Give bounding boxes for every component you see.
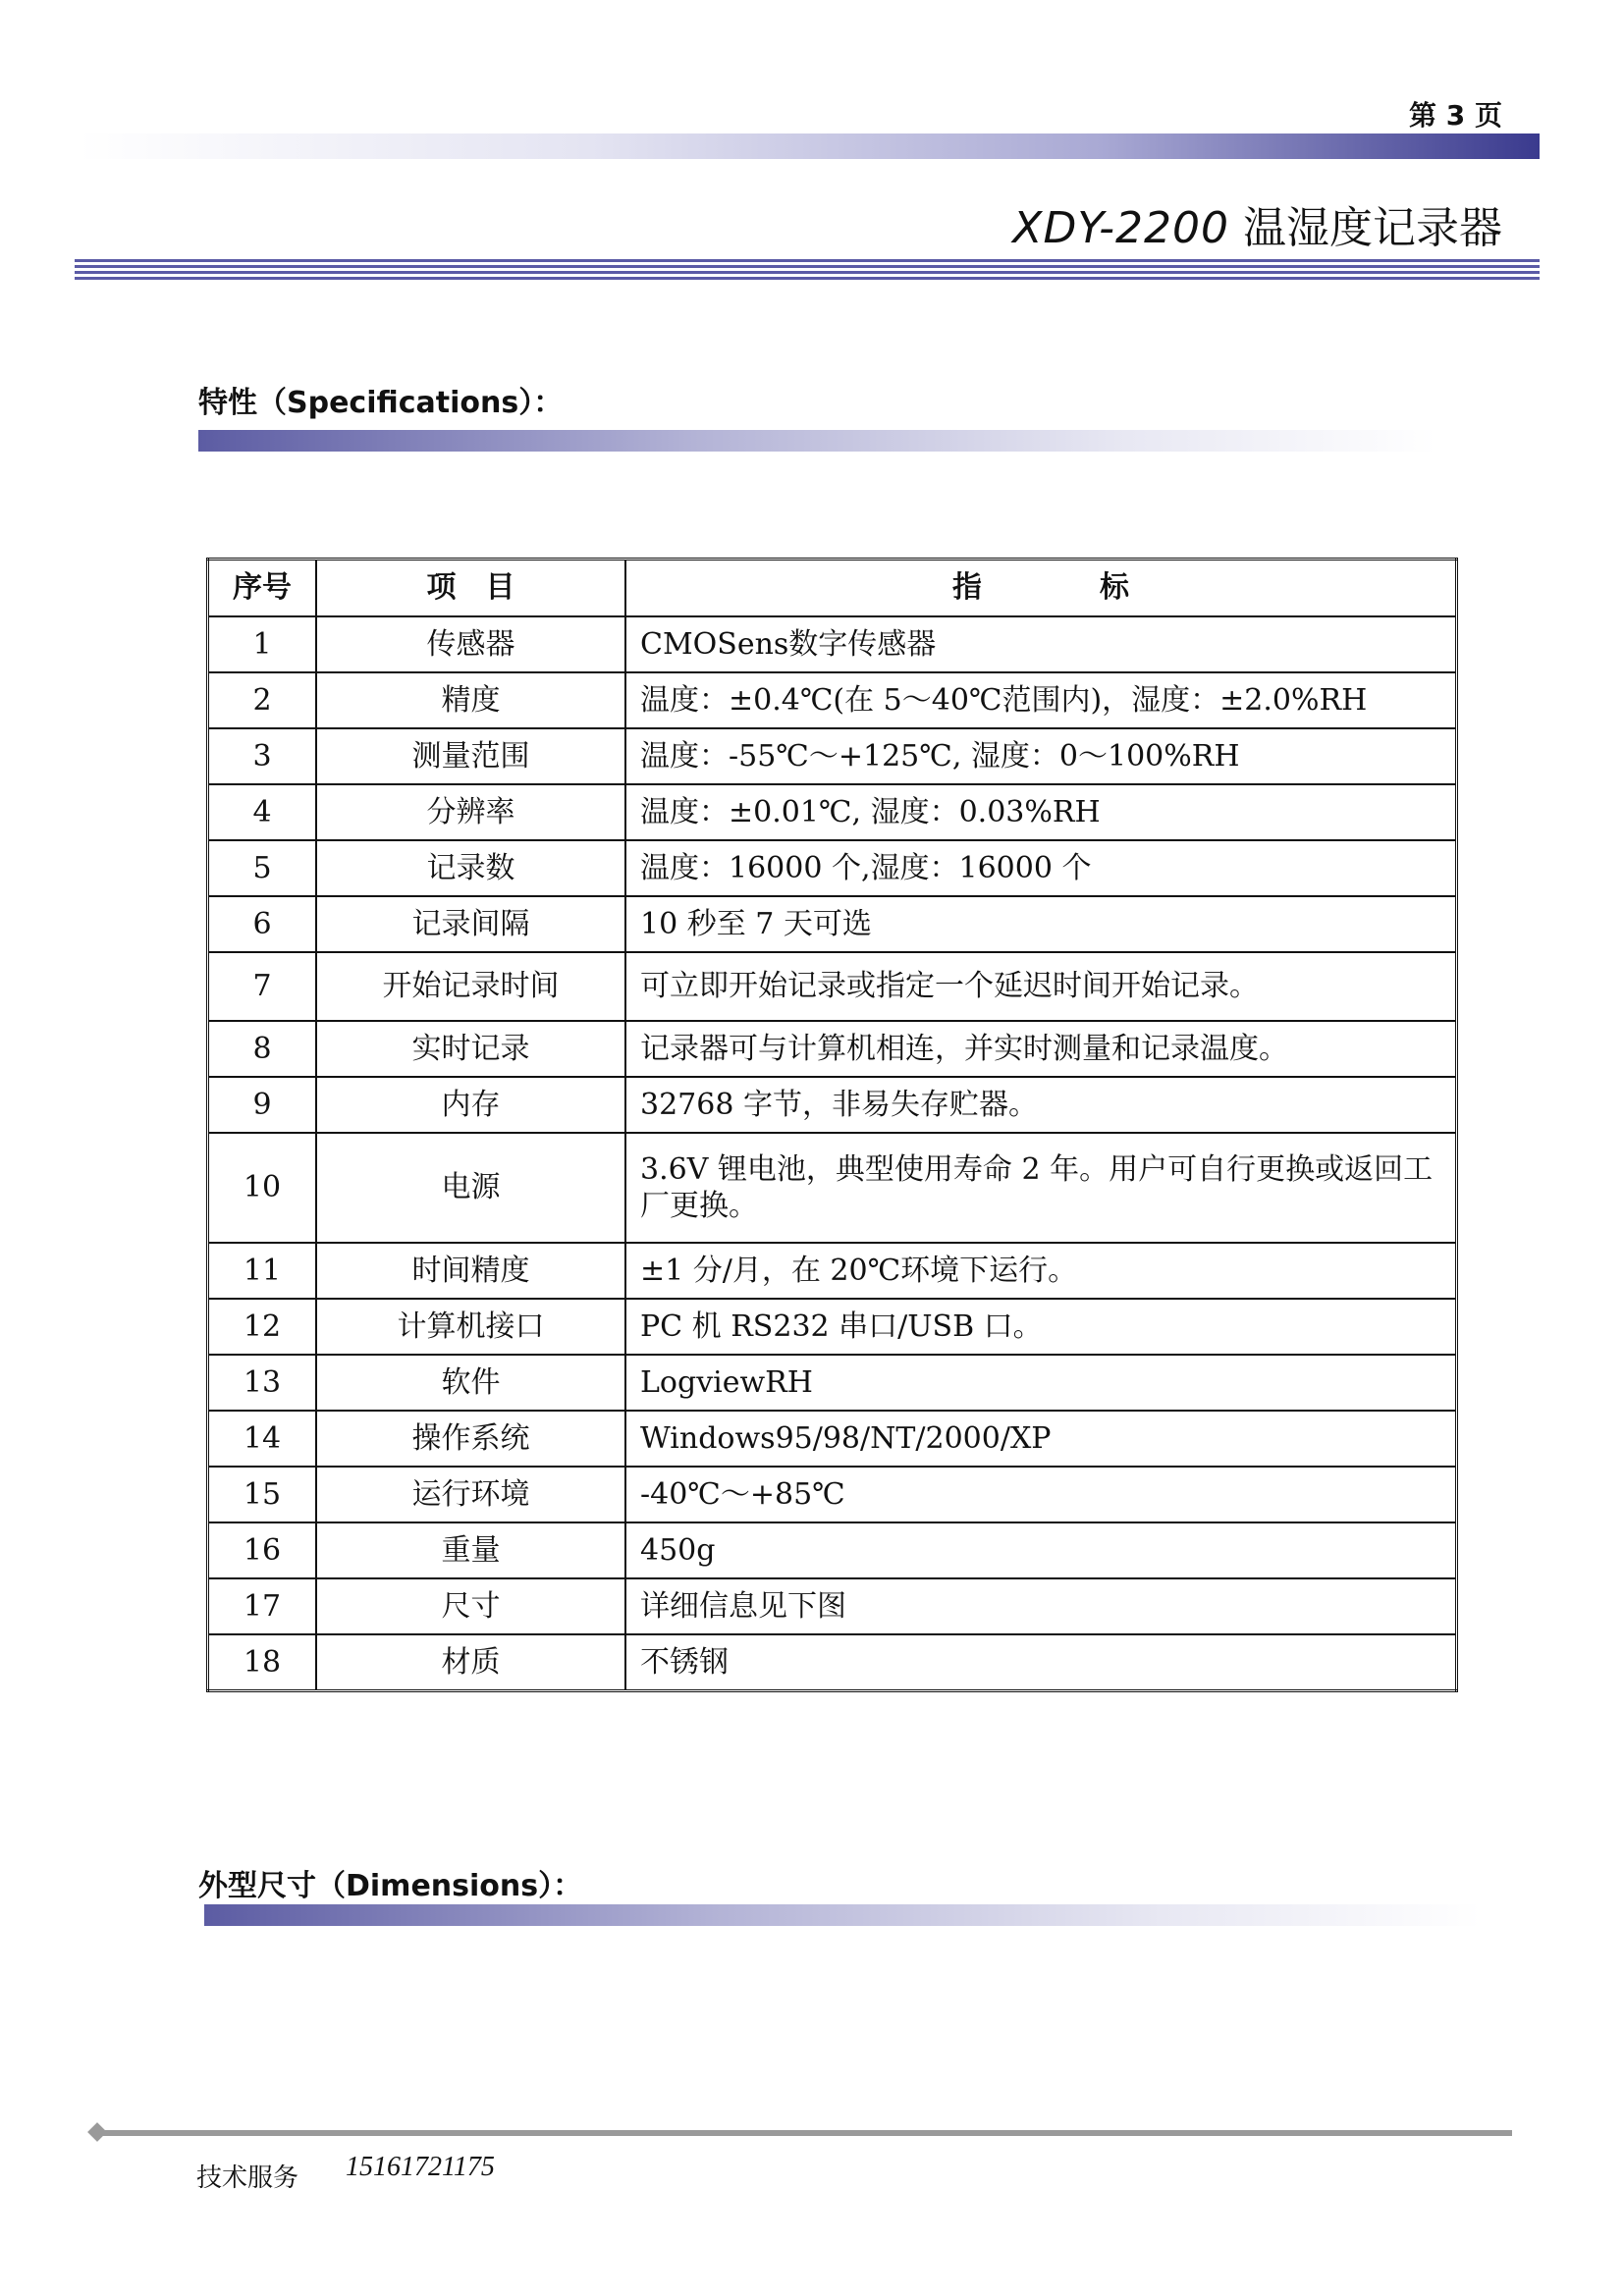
row-number-cell: 12 <box>208 1299 317 1355</box>
row-number-cell: 5 <box>208 840 317 896</box>
row-spec-cell: 记录器可与计算机相连，并实时测量和记录温度。 <box>625 1021 1457 1077</box>
row-item-cell: 材质 <box>316 1634 625 1691</box>
table-row <box>208 1522 1457 1578</box>
table-row <box>208 1243 1457 1299</box>
table-row <box>208 784 1457 840</box>
table-row <box>208 1021 1457 1077</box>
row-number-cell: 8 <box>208 1021 317 1077</box>
row-item-cell: 内存 <box>316 1077 625 1133</box>
table-row <box>208 1133 1457 1243</box>
specifications-table <box>206 558 1458 1692</box>
row-spec-cell: 温度：±0.4℃(在 5～40℃范围内)，湿度：±2.0%RH <box>625 672 1457 728</box>
row-number-cell: 1 <box>208 616 317 672</box>
row-spec-cell: 32768 字节，非易失存贮器。 <box>625 1077 1457 1133</box>
row-number-cell: 4 <box>208 784 317 840</box>
row-spec-cell: Windows95/98/NT/2000/XP <box>625 1411 1457 1467</box>
row-item-cell: 记录间隔 <box>316 896 625 952</box>
row-spec-cell: 详细信息见下图 <box>625 1578 1457 1634</box>
table-row <box>208 1299 1457 1355</box>
row-number-cell: 16 <box>208 1522 317 1578</box>
specifications-heading-bar <box>198 430 1435 452</box>
dimensions-heading-bar <box>204 1904 1481 1926</box>
row-item-cell: 开始记录时间 <box>316 952 625 1021</box>
row-number-cell: 7 <box>208 952 317 1021</box>
footer-diamond-icon <box>87 2122 107 2142</box>
row-number-cell: 15 <box>208 1467 317 1522</box>
row-item-cell: 分辨率 <box>316 784 625 840</box>
model-name: XDY-2200 <box>1012 203 1229 253</box>
specifications-heading: 特性（Specifications）： <box>198 386 564 420</box>
footer-service-label: 技术服务 <box>196 2163 299 2193</box>
table-row <box>208 952 1457 1021</box>
row-spec-cell: 温度：16000 个,湿度：16000 个 <box>625 840 1457 896</box>
column-header-no: 序号 <box>208 560 317 617</box>
table-row <box>208 896 1457 952</box>
row-number-cell: 18 <box>208 1634 317 1691</box>
footer-rule <box>98 2130 1512 2136</box>
row-spec-cell: 450g <box>625 1522 1457 1578</box>
row-spec-cell: 温度：±0.01℃, 湿度：0.03%RH <box>625 784 1457 840</box>
table-row <box>208 1578 1457 1634</box>
row-item-cell: 传感器 <box>316 616 625 672</box>
row-spec-cell: 不锈钢 <box>625 1634 1457 1691</box>
row-spec-cell: 可立即开始记录或指定一个延迟时间开始记录。 <box>625 952 1457 1021</box>
row-spec-cell: 10 秒至 7 天可选 <box>625 896 1457 952</box>
row-item-cell: 精度 <box>316 672 625 728</box>
row-item-cell: 重量 <box>316 1522 625 1578</box>
row-number-cell: 17 <box>208 1578 317 1634</box>
header-gradient-bar <box>79 133 1540 159</box>
table-row <box>208 672 1457 728</box>
row-item-cell: 尺寸 <box>316 1578 625 1634</box>
table-row <box>208 728 1457 784</box>
product-name: 温湿度记录器 <box>1243 203 1502 253</box>
column-header-item: 项 目 <box>316 560 625 617</box>
table-row <box>208 1467 1457 1522</box>
row-item-cell: 软件 <box>316 1355 625 1411</box>
header-rule-lines <box>75 259 1540 283</box>
row-spec-cell: 3.6V 锂电池，典型使用寿命 2 年。用户可自行更换或返回工厂更换。 <box>625 1133 1457 1243</box>
row-spec-cell: CMOSens数字传感器 <box>625 616 1457 672</box>
row-number-cell: 2 <box>208 672 317 728</box>
row-item-cell: 计算机接口 <box>316 1299 625 1355</box>
row-number-cell: 11 <box>208 1243 317 1299</box>
row-item-cell: 记录数 <box>316 840 625 896</box>
row-item-cell: 时间精度 <box>316 1243 625 1299</box>
row-item-cell: 电源 <box>316 1133 625 1243</box>
dimensions-heading: 外型尺寸（Dimensions）： <box>198 1869 583 1903</box>
row-number-cell: 10 <box>208 1133 317 1243</box>
row-spec-cell: 温度：-55℃～+125℃, 湿度：0～100%RH <box>625 728 1457 784</box>
row-number-cell: 3 <box>208 728 317 784</box>
table-header-row <box>208 560 1457 617</box>
table-row <box>208 1634 1457 1691</box>
row-item-cell: 测量范围 <box>316 728 625 784</box>
table-row <box>208 616 1457 672</box>
document-title <box>864 192 1502 255</box>
row-item-cell: 实时记录 <box>316 1021 625 1077</box>
row-spec-cell: ±1 分/月，在 20℃环境下运行。 <box>625 1243 1457 1299</box>
table-row <box>208 1411 1457 1467</box>
row-item-cell: 操作系统 <box>316 1411 625 1467</box>
row-number-cell: 14 <box>208 1411 317 1467</box>
row-number-cell: 9 <box>208 1077 317 1133</box>
row-number-cell: 6 <box>208 896 317 952</box>
table-row <box>208 1077 1457 1133</box>
row-number-cell: 13 <box>208 1355 317 1411</box>
row-spec-cell: -40℃～+85℃ <box>625 1467 1457 1522</box>
row-spec-cell: PC 机 RS232 串口/USB 口。 <box>625 1299 1457 1355</box>
table-row <box>208 1355 1457 1411</box>
column-header-spec: 指 标 <box>625 560 1457 617</box>
row-spec-cell: LogviewRH <box>625 1355 1457 1411</box>
footer-phone-number: 15161721175 <box>346 2152 495 2182</box>
table-row <box>208 840 1457 896</box>
page-number: 第 3 页 <box>1409 99 1502 132</box>
row-item-cell: 运行环境 <box>316 1467 625 1522</box>
